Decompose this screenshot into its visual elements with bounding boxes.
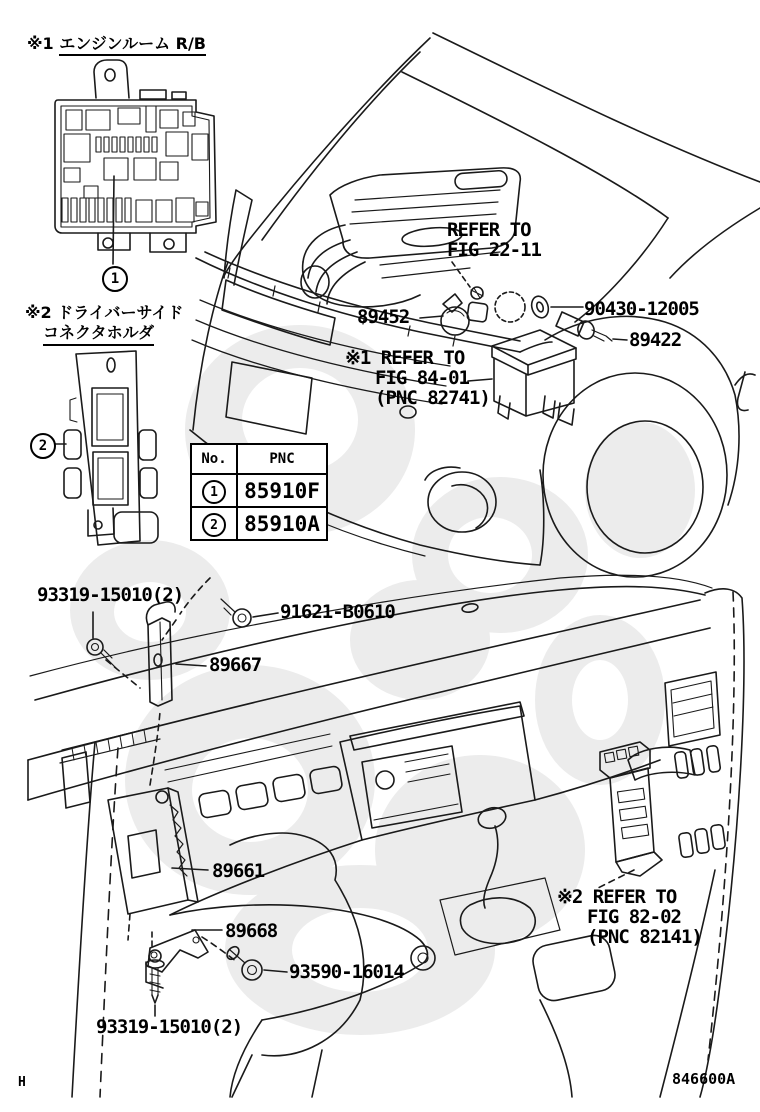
- callout-2-number: 2: [38, 438, 48, 454]
- part-label-89667: 89667: [209, 654, 262, 676]
- fuse-box-drawing: [55, 60, 216, 264]
- part-label-93319-15010-top: 93319-15010(2): [37, 584, 184, 606]
- part-label-90430-12005: 90430-12005: [584, 298, 699, 320]
- refer-fig-82-02-line3: (PNC 82141): [587, 926, 702, 948]
- note2-prefix: ※2: [25, 303, 52, 322]
- part-label-89661: 89661: [212, 860, 265, 882]
- refer-fig-82-02-line1: ※2 REFER TO: [557, 886, 677, 908]
- pnc-table: [190, 443, 328, 541]
- part-label-89668: 89668: [225, 920, 278, 942]
- refer-fig-22-11-line2: FIG 22-11: [447, 239, 541, 261]
- part-label-89422: 89422: [629, 329, 682, 351]
- table-row: [191, 507, 327, 540]
- row2-pnc: 85910A: [237, 507, 327, 540]
- part-label-91621-B0610: 91621-B0610: [280, 601, 395, 623]
- row1-callout: 1: [202, 480, 226, 504]
- refer-fig-84-01-line1: ※1 REFER TO: [345, 347, 465, 369]
- refer-fig-22-11-label: [447, 220, 541, 260]
- part-label-89452: 89452: [357, 306, 410, 328]
- callout-2: [30, 433, 56, 459]
- refer-fig-82-02-line2: FIG 82-02: [587, 906, 681, 928]
- note-driver-side-connector-holder: [25, 303, 183, 346]
- note1-prefix: ※1: [27, 34, 54, 53]
- table-row: [191, 474, 327, 507]
- callout-1: [102, 266, 128, 292]
- refer-fig-84-01-line2: FIG 84-01: [375, 367, 469, 389]
- note2-line1: ドライバーサイド: [57, 303, 184, 322]
- note1-text: エンジンルーム R/B: [59, 34, 206, 56]
- refer-fig-82-02-label: [557, 887, 702, 947]
- callout-1-number: 1: [110, 271, 120, 287]
- part-label-93319-15010-bottom: 93319-15010(2): [96, 1016, 243, 1038]
- refer-fig-84-01-label: [345, 348, 490, 408]
- pnc-table-header-no: No.: [191, 444, 237, 474]
- pnc-table-header-pnc: PNC: [237, 444, 327, 474]
- part-label-93590-16014: 93590-16014: [289, 961, 404, 983]
- row1-pnc: 85910F: [237, 474, 327, 507]
- figure-number: 846600A: [672, 1070, 736, 1088]
- page-code-left: H: [18, 1075, 26, 1090]
- row2-callout: 2: [202, 513, 226, 537]
- pnc-table-header-row: [191, 444, 327, 474]
- refer-fig-84-01-line3: (PNC 82741): [375, 387, 490, 409]
- note-engine-room-rb: [27, 31, 206, 54]
- refer-fig-22-11-line1: REFER TO: [447, 219, 531, 241]
- note2-line2: コネクタホルダ: [43, 323, 154, 346]
- connector-holder-drawing: [53, 351, 158, 545]
